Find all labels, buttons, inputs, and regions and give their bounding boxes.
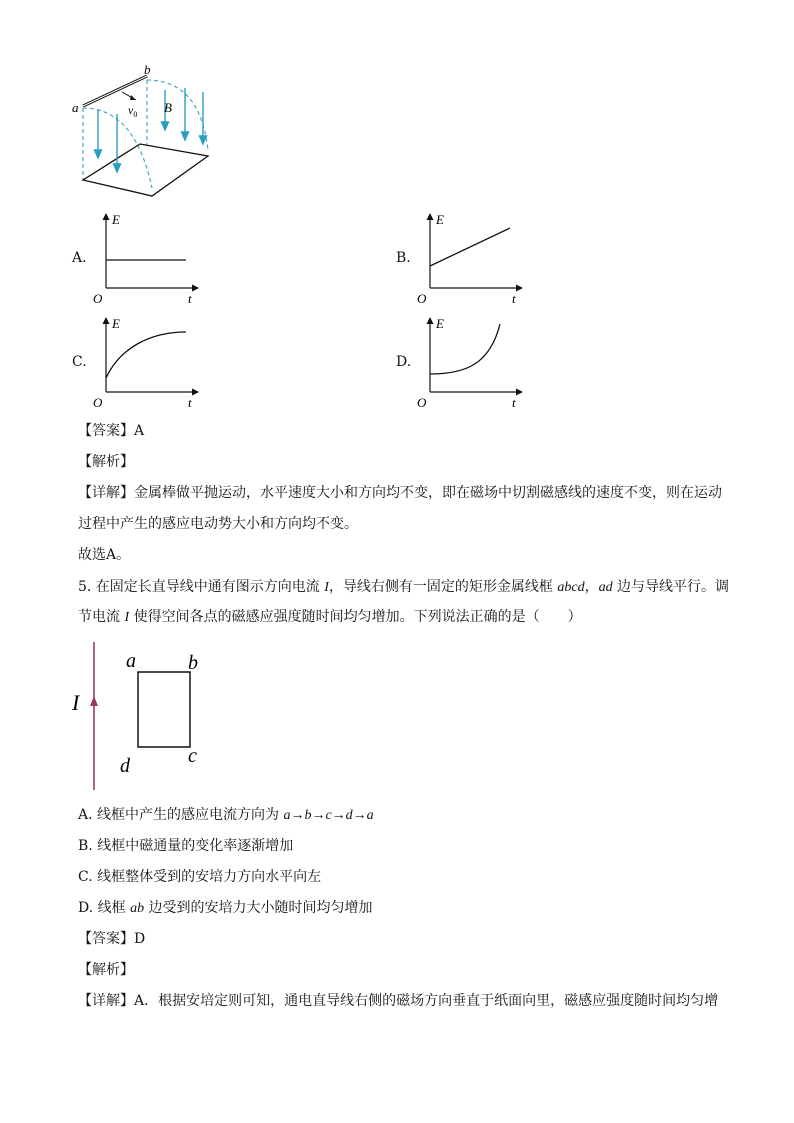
graph-D <box>414 314 526 410</box>
option-D-label: D. <box>396 354 412 370</box>
field-arrows <box>95 88 207 172</box>
graph-C <box>90 314 202 410</box>
curve-C <box>106 332 186 378</box>
rect-loop <box>138 672 190 747</box>
q5-option-D: D. 线框 ab 边受到的安培力大小随时间均匀增加 <box>78 900 373 916</box>
option-A-label: A. <box>72 250 87 266</box>
rod-field-figure <box>70 62 220 202</box>
option-B-label: B. <box>396 250 411 266</box>
graph-B <box>414 210 526 306</box>
svg-text:O: O <box>417 395 427 410</box>
graph-A <box>90 210 202 306</box>
label-c: c <box>188 745 197 767</box>
q5-detail-1: 【详解】A．根据安培定则可知，通电直导线右侧的磁场方向垂直于纸面向里，磁感应强度随时间均匀增 <box>78 993 719 1009</box>
q4-detail-1: 【详解】金属棒做平抛运动，水平速度大小和方向均不变，即在磁场中切割磁感线的速度不变，则在运动 <box>78 485 722 501</box>
svg-text:O: O <box>93 291 103 306</box>
svg-text:E: E <box>436 212 444 227</box>
trajectory-b <box>147 80 208 150</box>
svg-text:t: t <box>512 395 516 410</box>
curve-B <box>430 228 510 266</box>
q5-stem-line-2: 节电流 I 使得空间各点的磁感应强度随时间均匀增加。下列说法正确的是（ ） <box>78 609 582 625</box>
option-C-label: C. <box>72 354 87 370</box>
q4-conclusion: 故选A。 <box>78 547 131 563</box>
svg-text:t: t <box>188 395 192 410</box>
q4-answer: 【答案】A <box>78 423 145 439</box>
q4-detail-2: 过程中产生的感应电动势大小和方向均不变。 <box>78 516 358 532</box>
curve-D <box>430 324 500 374</box>
label-a: a <box>72 100 79 115</box>
ground-plane <box>83 144 208 196</box>
q5-option-C: C. 线框整体受到的安培力方向水平向左 <box>78 869 322 885</box>
q5-analysis: 【解析】 <box>78 962 134 978</box>
svg-text:O: O <box>93 395 103 410</box>
svg-text:E: E <box>436 316 444 331</box>
label-v0: $v_0$ <box>128 103 138 119</box>
svg-text:t: t <box>188 291 192 306</box>
svg-text:E: E <box>112 212 120 227</box>
label-d: d <box>120 755 130 777</box>
label-b: b <box>188 652 198 674</box>
q5-option-B: B. 线框中磁通量的变化率逐渐增加 <box>78 838 294 854</box>
current-arrow <box>90 696 98 706</box>
q5-option-A: A. 线框中产生的感应电流方向为 a→b→c→d→a <box>78 807 374 823</box>
label-I: I <box>72 690 80 715</box>
q5-stem-line-1: 5. 在固定长直导线中通有图示方向电流 I，导线右侧有一固定的矩形金属线框 abcd，ad 边与导线平行。调 <box>78 579 730 595</box>
label-a: a <box>126 650 136 672</box>
label-b: b <box>144 62 151 77</box>
svg-text:t: t <box>512 291 516 306</box>
label-B: B <box>164 100 172 115</box>
q4-analysis: 【解析】 <box>78 454 134 470</box>
wire-loop-figure <box>66 638 216 794</box>
q5-answer: 【答案】D <box>78 931 146 947</box>
svg-text:O: O <box>417 291 427 306</box>
svg-text:E: E <box>112 316 120 331</box>
